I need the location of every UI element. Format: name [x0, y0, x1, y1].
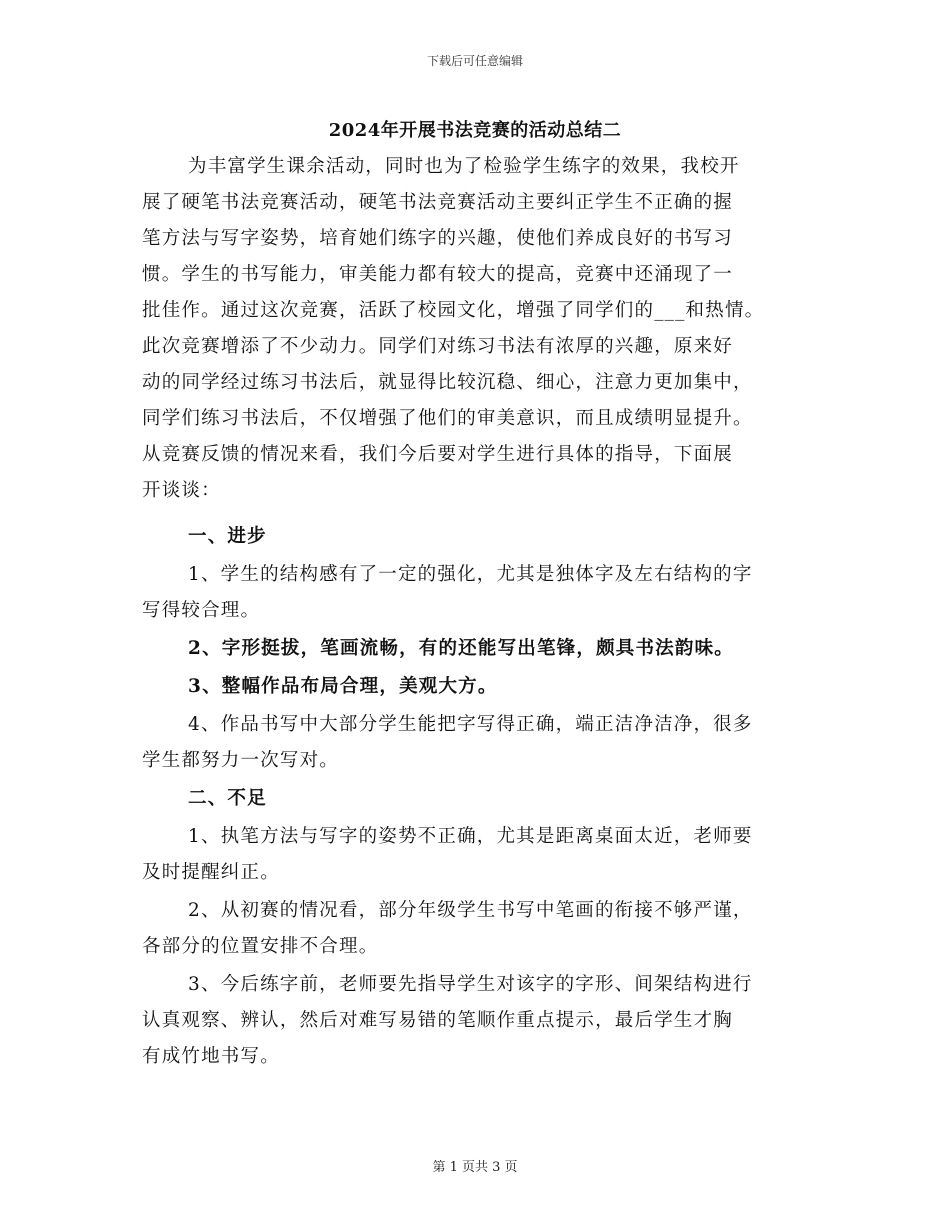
body-line: 动的同学经过练习书法后，就显得比较沉稳、细心，注意力更加集中，: [142, 372, 753, 393]
document-title: 2024年开展书法竞赛的活动总结二: [328, 120, 622, 141]
body-line: 1、执笔方法与写字的姿势不正确，尤其是距离桌面太近，老师要: [188, 826, 753, 847]
body-line: 开谈谈：: [142, 480, 221, 501]
body-line: 惯。学生的书写能力，审美能力都有较大的提高，竞赛中还涌现了一: [142, 264, 734, 285]
highlight-line: 3、整幅作品布局合理，美观大方。: [188, 676, 498, 697]
body-line: 展了硬笔书法竞赛活动，硬笔书法竞赛活动主要纠正学生不正确的握: [142, 192, 734, 213]
section-heading: 一、进步: [188, 526, 267, 547]
body-line: 此次竞赛增添了不少动力。同学们对练习书法有浓厚的兴趣，原来好: [142, 336, 734, 357]
body-line: 笔方法与写字姿势，培育她们练字的兴趣，使他们养成良好的书写习: [142, 228, 734, 249]
body-line: 3、今后练字前，老师要先指导学生对该字的字形、间架结构进行: [188, 974, 753, 995]
body-line: 2、从初赛的情况看，部分年级学生书写中笔画的衔接不够严谨，: [188, 900, 753, 921]
body-line: 为丰富学生课余活动，同时也为了检验学生练字的效果，我校开: [188, 156, 740, 177]
page-footer: 第 1 页共 3 页: [432, 1160, 518, 1175]
body-line: 从竞赛反馈的情况来看，我们今后要对学生进行具体的指导，下面展: [142, 444, 734, 465]
body-line: 学生都努力一次写对。: [142, 750, 340, 771]
body-line: 同学们练习书法后，不仅增强了他们的审美意识，而且成绩明显提升。: [142, 408, 753, 429]
body-line: 批佳作。通过这次竞赛，活跃了校园文化，增强了同学们的___和热情。: [142, 300, 765, 321]
body-line: 写得较合理。: [142, 600, 261, 621]
section-heading: 二、不足: [188, 788, 267, 809]
body-line: 4、作品书写中大部分学生能把字写得正确，端正洁净洁净，很多: [188, 714, 753, 735]
body-line: 及时提醒纠正。: [142, 862, 280, 883]
body-line: 1、学生的结构感有了一定的强化，尤其是独体字及左右结构的字: [188, 564, 753, 585]
body-line: 有成竹地书写。: [142, 1046, 280, 1067]
body-line: 认真观察、辨认，然后对难写易错的笔顺作重点提示，最后学生才胸: [142, 1010, 734, 1031]
body-line: 各部分的位置安排不合理。: [142, 936, 379, 957]
page-header: 下载后可任意编辑: [426, 54, 523, 68]
highlight-line: 2、字形挺拔，笔画流畅，有的还能写出笔锋，颇具书法韵味。: [188, 638, 734, 659]
